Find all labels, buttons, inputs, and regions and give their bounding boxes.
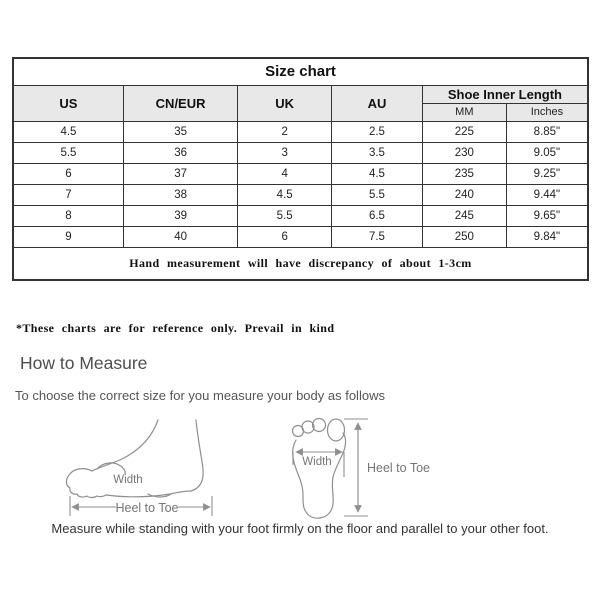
cell-uk: 4.5 xyxy=(238,184,332,205)
reference-only-note: *These charts are for reference only. Prevail in kind xyxy=(16,321,335,335)
cell-mm: 225 xyxy=(422,121,506,142)
col-header-au: AU xyxy=(332,85,423,121)
measurement-discrepancy-note: Hand measurement will have discrepancy of about 1-3cm xyxy=(13,247,588,280)
top-heel-to-toe-label: Heel to Toe xyxy=(367,461,431,475)
foot-side-knuckle-icon xyxy=(97,463,125,474)
cell-uk: 2 xyxy=(238,121,332,142)
cell-inches: 9.84" xyxy=(506,226,588,247)
size-chart-title: Size chart xyxy=(13,58,588,85)
cell-cneur: 39 xyxy=(123,205,237,226)
cell-inches: 9.65" xyxy=(506,205,588,226)
cell-cneur: 37 xyxy=(123,163,237,184)
how-to-measure-intro: To choose the correct size for you measure your body as follows xyxy=(15,388,385,403)
foot-side-toes-icon xyxy=(66,469,106,498)
col-header-uk: UK xyxy=(238,85,332,121)
table-title-row xyxy=(13,58,588,85)
measure-caption: Measure while standing with your foot firmly on the floor and parallel to your other foot. xyxy=(51,521,549,536)
cell-au: 6.5 xyxy=(332,205,423,226)
table-row xyxy=(13,226,588,247)
cell-us: 8 xyxy=(13,205,123,226)
size-chart-table xyxy=(12,57,589,281)
cell-cneur: 38 xyxy=(123,184,237,205)
cell-cneur: 36 xyxy=(123,142,237,163)
top-view-foot-diagram xyxy=(293,419,431,519)
cell-mm: 245 xyxy=(422,205,506,226)
cell-au: 7.5 xyxy=(332,226,423,247)
big-toe-icon xyxy=(328,419,345,441)
cell-us: 6 xyxy=(13,163,123,184)
cell-inches: 9.25" xyxy=(506,163,588,184)
foot-sole-outline-icon xyxy=(293,433,346,518)
col-header-inner-length: Shoe Inner Length xyxy=(422,85,588,103)
cell-uk: 4 xyxy=(238,163,332,184)
side-view-foot-diagram xyxy=(66,420,212,516)
foot-side-heel-icon xyxy=(191,420,203,491)
cell-us: 9 xyxy=(13,226,123,247)
cell-inches: 8.85" xyxy=(506,121,588,142)
table-row xyxy=(13,142,588,163)
cell-mm: 230 xyxy=(422,142,506,163)
table-row xyxy=(13,184,588,205)
col-header-cneur: CN/EUR xyxy=(123,85,237,121)
cell-mm: 235 xyxy=(422,163,506,184)
table-row xyxy=(13,163,588,184)
table-footnote-row xyxy=(13,247,588,280)
cell-us: 5.5 xyxy=(13,142,123,163)
cell-mm: 250 xyxy=(422,226,506,247)
measure-diagrams xyxy=(55,400,475,525)
cell-mm: 240 xyxy=(422,184,506,205)
table-row xyxy=(13,205,588,226)
cell-inches: 9.44" xyxy=(506,184,588,205)
cell-uk: 6 xyxy=(238,226,332,247)
cell-uk: 5.5 xyxy=(238,205,332,226)
side-heel-to-toe-label: Heel to Toe xyxy=(115,501,179,515)
table-header-row xyxy=(13,85,588,103)
cell-au: 2.5 xyxy=(332,121,423,142)
cell-us: 4.5 xyxy=(13,121,123,142)
toe-icon xyxy=(313,419,326,432)
table-row xyxy=(13,121,588,142)
cell-inches: 9.05" xyxy=(506,142,588,163)
cell-au: 4.5 xyxy=(332,163,423,184)
cell-cneur: 40 xyxy=(123,226,237,247)
col-header-inches: Inches xyxy=(506,103,588,121)
cell-us: 7 xyxy=(13,184,123,205)
cell-au: 3.5 xyxy=(332,142,423,163)
side-width-label: Width xyxy=(113,474,143,486)
foot-side-outline-icon xyxy=(92,420,158,471)
col-header-us: US xyxy=(13,85,123,121)
top-width-label: Width xyxy=(302,456,332,468)
cell-uk: 3 xyxy=(238,142,332,163)
cell-au: 5.5 xyxy=(332,184,423,205)
cell-cneur: 35 xyxy=(123,121,237,142)
how-to-measure-heading: How to Measure xyxy=(20,353,148,373)
col-header-mm: MM xyxy=(422,103,506,121)
